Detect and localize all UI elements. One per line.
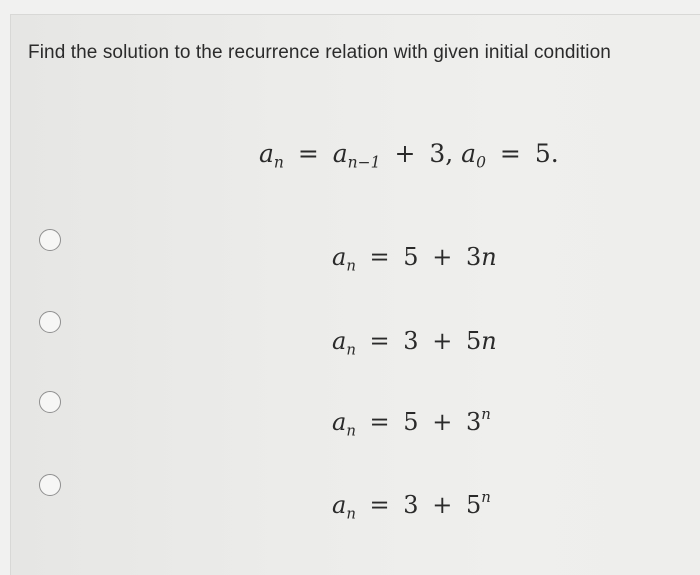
answer-choice-1[interactable] (0, 228, 700, 275)
ans2-right: 5 (465, 327, 482, 356)
ans2-equals: = (369, 327, 390, 356)
eq-term-base: a (332, 139, 348, 168)
question-prompt: Find the solution to the recurrence relation with given initial condition (28, 42, 611, 63)
ans3-plus: + (432, 408, 453, 437)
ans3-right: 3 (465, 408, 482, 437)
ans1-sub: n (346, 256, 356, 275)
ans3-base: a (332, 408, 347, 437)
ans4-sub: n (346, 504, 356, 523)
eq-lhs-sub: n (273, 153, 284, 172)
eq-const: 3, (429, 139, 454, 168)
ans4-right: 5 (465, 491, 482, 520)
answer-formula-3 (332, 405, 491, 439)
ans3-sub: n (346, 421, 356, 440)
ans4-exp: n (481, 488, 491, 506)
ans3-equals: = (369, 408, 390, 437)
radio-button-1[interactable] (39, 229, 61, 251)
eq-init-base: a (461, 139, 477, 168)
ans1-var: n (481, 243, 497, 272)
eq-init-val: 5. (534, 139, 559, 168)
ans1-plus: + (432, 243, 453, 272)
eq-init-sub: 0 (476, 153, 486, 172)
answer-formula-1 (332, 240, 497, 274)
ans1-left: 5 (403, 243, 419, 272)
ans1-equals: = (369, 243, 390, 272)
radio-button-3[interactable] (39, 391, 61, 413)
ans4-equals: = (369, 491, 390, 520)
answer-formula-2 (332, 324, 497, 358)
answer-choice-4[interactable] (0, 474, 700, 523)
eq-lhs-base: a (259, 139, 274, 168)
ans4-left: 3 (403, 491, 419, 520)
ans2-plus: + (432, 327, 453, 356)
ans4-plus: + (432, 491, 453, 520)
answer-formula-4 (332, 488, 491, 522)
recurrence-equation (259, 139, 559, 171)
ans2-left: 3 (403, 327, 419, 356)
ans4-base: a (332, 491, 347, 520)
eq-equals: = (297, 139, 319, 168)
ans3-left: 5 (403, 408, 419, 437)
ans1-base: a (332, 243, 347, 272)
ans3-exp: n (481, 405, 491, 423)
answer-choice-2[interactable] (0, 310, 700, 359)
eq-plus: + (394, 139, 416, 168)
answer-choice-3[interactable] (0, 391, 700, 440)
radio-button-4[interactable] (39, 474, 61, 496)
eq-term-sub: n−1 (347, 153, 381, 172)
ans2-var: n (481, 327, 497, 356)
ans2-sub: n (346, 340, 356, 359)
eq-equals-2: = (499, 139, 521, 168)
ans2-base: a (332, 327, 347, 356)
radio-button-2[interactable] (39, 311, 61, 333)
ans1-right: 3 (465, 243, 482, 272)
